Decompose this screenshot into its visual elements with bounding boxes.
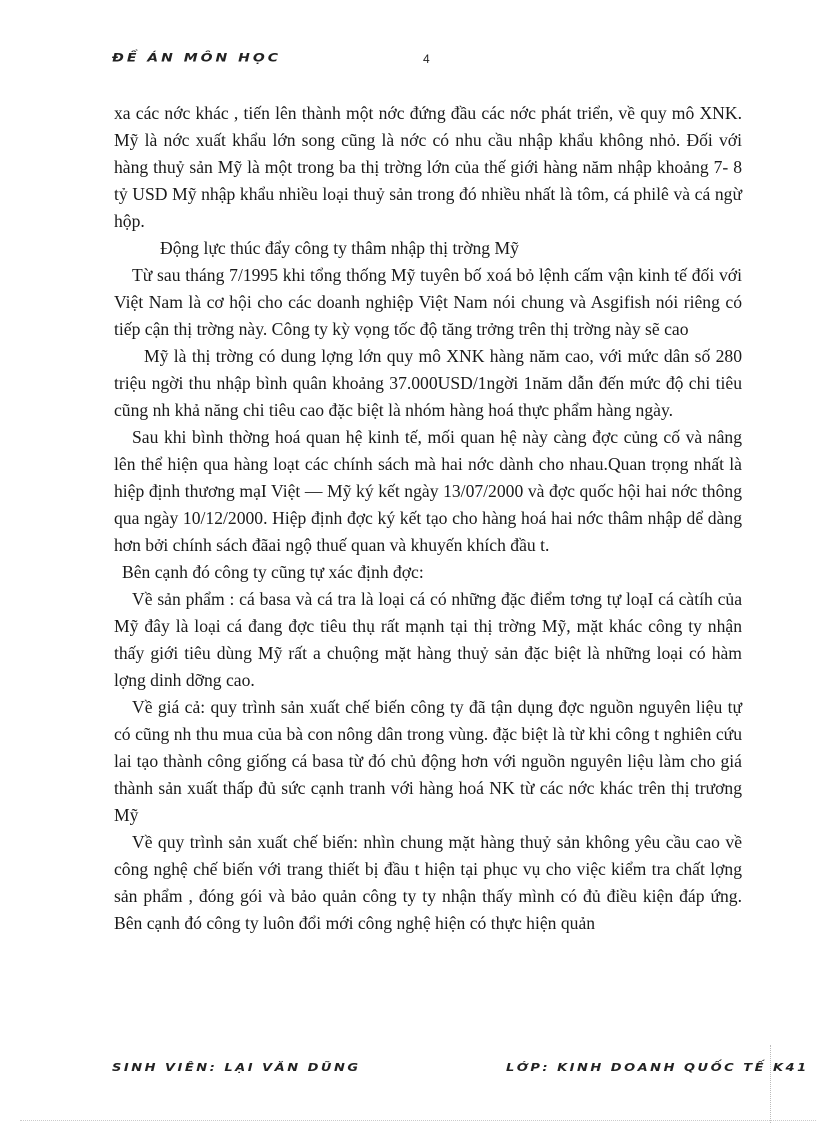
paragraph: Về quy trình sản xuất chế biến: nhìn chung mặt hàng thuỷ sản không yêu cầu cao về công nghệ chế biến với trang thiết bị đầu t hiện tại phục vụ cho việc kiểm tra chất lợng sản phẩm , đóng gói và bảo quản công ty ty nhận thấy mình có đủ điều kiện đáp ứng. Bên cạnh đó công ty luôn đổi mới công nghệ hiện có thực hiện quản (114, 832, 742, 933)
page-edge-divider (770, 1045, 771, 1123)
paragraph: Từ sau tháng 7/1995 khi tổng thống Mỹ tuyên bố xoá bỏ lệnh cấm vận kinh tế đối với Việt Nam là cơ hội cho các doanh nghiệp Việt Nam nói chung và Asgifish nói riêng có tiếp cận thị trờng này. Công ty kỳ vọng tốc độ tăng trởng trên thị trờng này sẽ cao (114, 265, 742, 339)
page-bottom-divider (20, 1120, 816, 1121)
body-text (114, 100, 742, 937)
paragraph: Về giá cả: quy trình sản xuất chế biến công ty đã tận dụng đợc nguồn nguyên liệu tự có cũng nh thu mua của bà con nông dân trong vùng. đặc biệt là từ khi công t nghiên cứu lai tạo thành công giống cá basa từ đó chủ động hơn với nguồn nguyên liệu làm cho giá thành sản xuất thấp đủ sức cạnh tranh với hàng hoá NK từ các nớc khác trên thị trương Mỹ (114, 697, 742, 825)
footer-class-name: LỚP: KINH DOANH QUỐC TẾ K41 (506, 1062, 809, 1074)
running-header-title: ĐỀ ÁN MÔN HỌC (112, 52, 282, 65)
paragraph: xa các nớc khác , tiến lên thành một nớc đứng đầu các nớc phát triển, về quy mô XNK. Mỹ là nớc xuất khẩu lớn song cũng là nớc có nhu cầu nhập khẩu không nhỏ. Đối với hàng thuỷ sản Mỹ là một trong ba thị trờng lớn của thế giới hàng năm nhập khoảng 7- 8 tỷ USD Mỹ nhập khẩu nhiều loại thuỷ sản trong đó nhiều nhất là tôm, cá philê và cá ngừ hộp. (114, 103, 742, 231)
paragraph: Mỹ là thị trờng có dung lợng lớn quy mô XNK hàng năm cao, với mức dân số 280 triệu ngời thu nhập bình quân khoảng 37.000USD/1ngời 1năm dẫn đến mức độ chi tiêu cũng nh khả năng chi tiêu cao đặc biệt là nhóm hàng hoá thực phẩm hàng ngày. (114, 346, 742, 420)
paragraph: Bên cạnh đó công ty cũng tự xác định đợc: (122, 562, 424, 582)
section-heading: Động lực thúc đẩy công ty thâm nhập thị trờng Mỹ (160, 238, 519, 258)
footer-student-name: SINH VIÊN: LẠI VĂN DŨNG (112, 1062, 361, 1074)
paragraph: Về sản phẩm : cá basa và cá tra là loại cá có những đặc điểm tơng tự loạI cá càtíh của Mỹ đây là loại cá đang đợc tiêu thụ rất mạnh tại thị trờng Mỹ, mặt khác công ty nhận thấy giới tiêu dùng Mỹ rất a chuộng mặt hàng thuỷ sản đặc biệt là những loại có hàm lợng dinh dỡng cao. (114, 589, 742, 690)
paragraph: Sau khi bình thờng hoá quan hệ kinh tế, mối quan hệ này càng đợc củng cố và nâng lên thể hiện qua hàng loạt các chính sách mà hai nớc dành cho nhau.Quan trọng nhất là hiệp định thương mạI Việt — Mỹ ký kết ngày 13/07/2000 và đợc quốc hội hai nớc thông qua ngày 10/12/2000. Hiệp định đợc ký kết tạo cho hàng hoá hai nớc thâm nhập dể dàng hơn bởi chính sách đãai ngộ thuế quan và khuyến khích đầu t. (114, 427, 742, 555)
page-number: 4 (423, 52, 430, 66)
